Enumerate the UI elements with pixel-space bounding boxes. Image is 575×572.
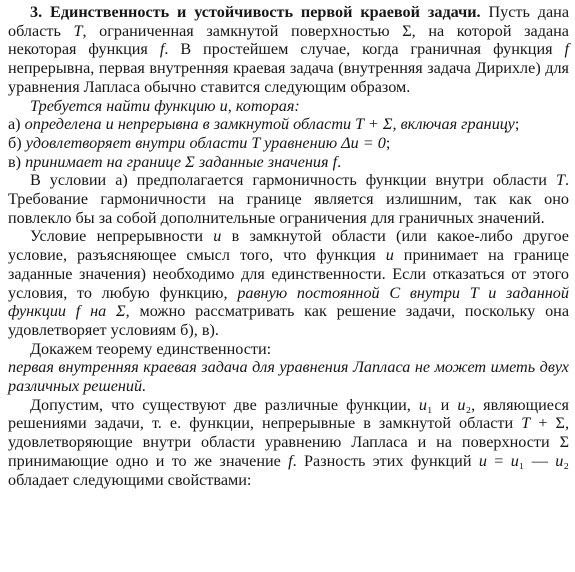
text-run: принимает на границе заданные значения) необходимо для единственности. Если отказаться от этого условия, то любую функцию, [8,246,569,302]
italic-text-run: u [478,451,487,470]
paragraph-prove [8,340,569,359]
text-run: . Требование гармоничности на границе является излишним, так как оно повлекло бы за собой дополнительные ограничения для граничных значений. [8,171,569,227]
text-run: в) [8,152,26,171]
italic-text-run: равную постоянной C внутри T и заданной функции f на Σ [8,283,569,321]
text-run: Докажем теорему единственности: [30,339,272,358]
paragraph-cond-c [8,153,569,172]
text-run: = [486,451,511,470]
paragraph-continuity [8,227,569,339]
text-run: б) [8,133,26,152]
text-run: В условии а) предполагается гармоничность функции внутри области [30,171,556,190]
italic-text-run: f [564,40,569,59]
italic-text-run: первая внутренняя краевая задача для уравнения Лапласа не может иметь двух различных решений. [8,358,569,396]
text-run: непрерывна, первая внутренняя краевая задача (внутренняя задача Дирихле) для уравнения Лапласа обычно ставится следующим образом. [8,59,569,96]
text-run: ₂ обладает следующими свойствами: [8,451,569,489]
italic-text-run: u [213,227,222,246]
italic-text-run: удовлетворяет внутри области T уравнению Δu = 0 [25,133,386,152]
section-title: Единственность и устойчивость первой краевой задачи. [50,3,481,21]
text-run: , можно рассматривать как решение задачи, поскольку она удовлетворяет условиям б), в). [8,302,570,339]
paragraph-cond-a [8,115,569,134]
italic-text-run: T [73,21,83,40]
body-text [8,97,569,490]
italic-text-run: T [521,414,531,433]
text-run: . Разность этих функций [292,451,479,470]
text-run: в замкнутой области (или какое-либо другое условие, разъясняющее смысл того, что функция [8,227,569,265]
italic-text-run: определена и непрерывна в замкнутой области T + Σ, включая границу [24,115,515,134]
section-heading [8,3,569,97]
italic-text-run: u [385,246,394,265]
paragraph-harmonicity [8,171,569,227]
italic-text-run: T [555,171,565,190]
paragraph-requirement [8,97,569,116]
text-run: Пусть дана область [8,3,570,40]
italic-text-run: f [159,40,165,59]
text-run: . В простейшем случае, когда граничная функция [164,40,565,59]
italic-text-run: u [418,395,427,414]
italic-text-run: принимает на границе Σ заданные значения f [25,152,338,171]
paragraph-theorem [8,358,569,395]
paragraph-suppose [8,396,569,490]
text-run: ₁ и [426,395,458,414]
italic-text-run: Требуется найти функцию u, которая: [30,96,300,115]
text-run: Допустим, что существуют две различные функции, [30,395,419,414]
text-run: , ограниченная замкнутой поверхностью Σ, на которой задана некоторая функция [8,21,569,59]
text-run: ; [514,115,520,134]
paragraph-cond-b [8,134,569,153]
text-run: . [337,152,342,171]
text-run: + Σ, удовлетворяющие внутри области уравнению Лапласа и на поверхности Σ принимающие одно и то же значение [8,414,569,470]
text-run: Условие непрерывности [30,227,214,246]
italic-text-run: u [555,451,564,470]
section-number: 3. [30,3,43,21]
text-run: ; [385,133,391,152]
text-run: а) [8,115,25,134]
text-run: ₂, являющиеся решениями задачи, т. е. функции, непрерывные в замкнутой области [8,395,569,433]
italic-text-run: u [510,451,519,470]
text-run: ₁ — [518,451,556,470]
italic-text-run: f [288,451,293,470]
italic-text-run: u [457,395,466,414]
